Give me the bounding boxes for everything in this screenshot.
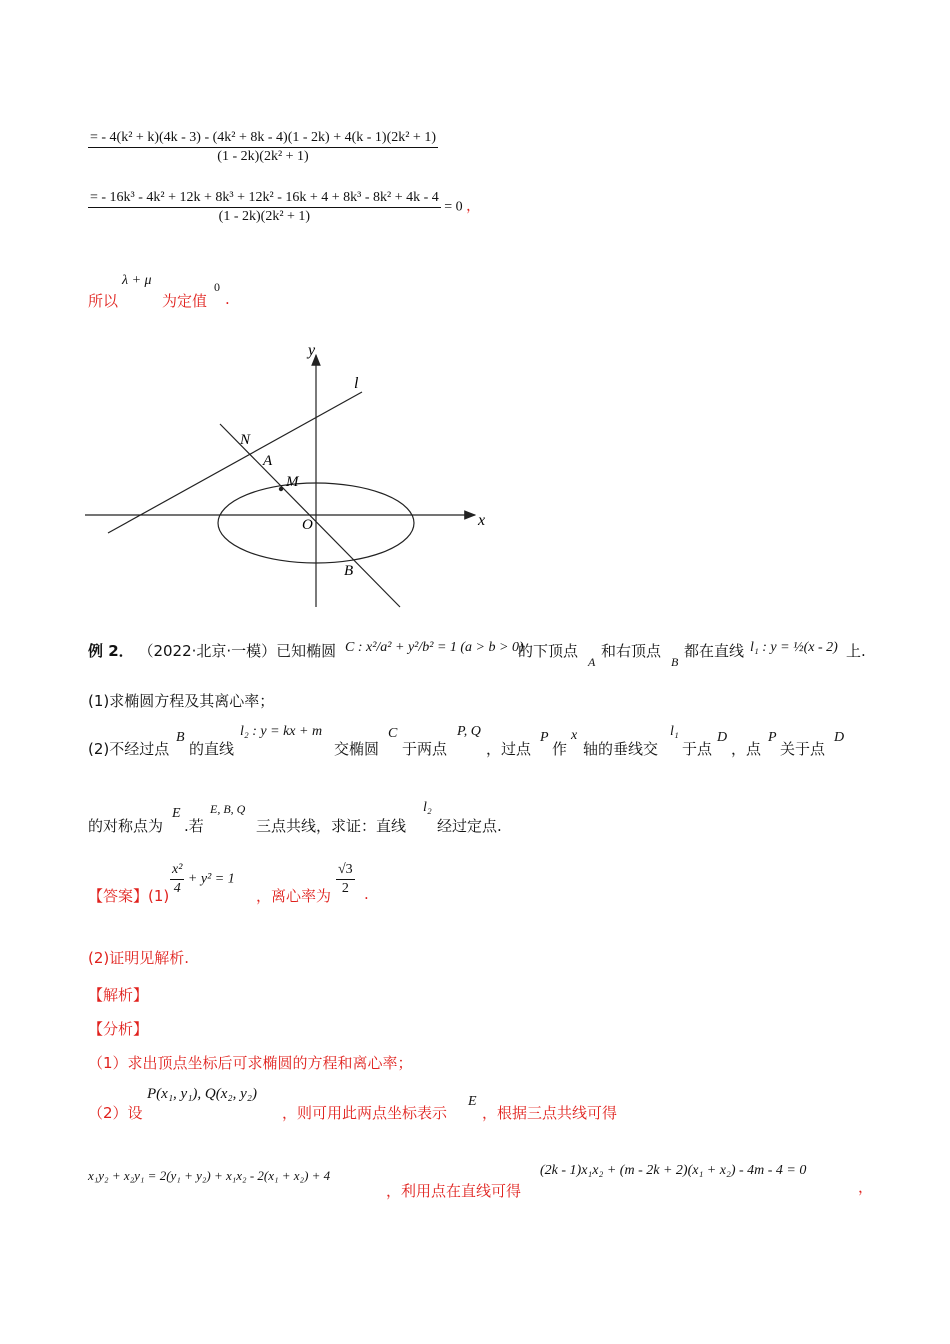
line-l1: l₁ : y = ½(x - 2) xyxy=(750,640,838,655)
q2b-E: E xyxy=(172,806,181,821)
q2-p8: 于点 xyxy=(682,740,713,758)
q2-B: B xyxy=(176,730,185,745)
q2-p1: (2)不经过点 xyxy=(88,740,170,758)
conclusion-middle: 为定值 xyxy=(162,292,208,310)
analysis2-p3: ，根据三点共线可得 xyxy=(482,1104,618,1122)
last-end: ， xyxy=(858,1178,874,1196)
last-eq2: (2k - 1)x₁x₂ + (m - 2k + 2)(x₁ + x₂) - 4m - 4 = 0 xyxy=(540,1163,807,1178)
q2b-EBQ: E, B, Q xyxy=(210,802,246,816)
conclusion-end: . xyxy=(225,290,230,308)
step2-numerator: = - 16k³ - 4k² + 12k + 8k³ + 12k² - 16k + 4 + 8k³ - 8k² + 4k - 4 xyxy=(88,190,441,208)
q2-p9: ，点 xyxy=(731,740,762,758)
analysis2-points: P(x₁, y₁), Q(x₂, y₂) xyxy=(147,1086,257,1102)
answer-end: . xyxy=(364,885,369,903)
q2-l1: l₁ xyxy=(670,724,679,739)
step2-comma: ， xyxy=(466,199,481,215)
last-mid: ，利用点在直线可得 xyxy=(386,1182,522,1200)
step1-numerator: = - 4(k² + k)(4k - 3) - (4k² + 8k - 4)(1 - 2k) + 4(k - 1)(2k² + 1) xyxy=(88,130,438,148)
step2-denominator: (1 - 2k)(2k² + 1) xyxy=(218,209,311,224)
q2-P2: P xyxy=(768,730,777,745)
analysis2-p2: ，则可用此两点坐标表示 xyxy=(282,1104,448,1122)
example-mid1: 的下顶点 xyxy=(518,642,579,660)
answer-eq-num: x² xyxy=(170,862,184,880)
point-M xyxy=(279,487,283,491)
example-label: 例 2． xyxy=(88,642,134,660)
answer-2: (2)证明见解析. xyxy=(88,949,190,967)
example-point-A: A xyxy=(588,655,596,669)
answer-mid: ，离心率为 xyxy=(256,887,332,905)
answer-n1: (1) xyxy=(148,887,170,905)
q2-P: P xyxy=(540,730,549,745)
q2-p5: ，过点 xyxy=(486,740,532,758)
conclusion-line xyxy=(88,290,118,311)
label-A: A xyxy=(263,453,273,469)
analysis2-p1: （2）设 xyxy=(88,1104,143,1122)
answer-eccentricity xyxy=(336,862,355,897)
ellipse-equation: C : x²/a² + y²/b² = 1 (a > b > 0) xyxy=(345,640,524,655)
example-mid2: 和右顶点 xyxy=(601,642,662,660)
q2-p2: 的直线 xyxy=(189,740,235,758)
derivation-step2 xyxy=(88,190,480,225)
line-l xyxy=(108,392,362,533)
q2-p3: 交椭圆 xyxy=(334,740,380,758)
answer-line xyxy=(88,885,169,906)
answer-e-num: √3 xyxy=(336,862,355,880)
label-O: O xyxy=(302,517,313,533)
q2-x: x xyxy=(571,728,578,743)
derivation-step1 xyxy=(88,130,438,165)
answer-eq-rest: + y² = 1 xyxy=(187,871,235,887)
label-N: N xyxy=(240,432,251,448)
label-x: x xyxy=(478,512,486,529)
label-B: B xyxy=(344,563,354,579)
conclusion-value: 0 xyxy=(214,280,220,294)
label-M: M xyxy=(286,474,299,490)
q2-p4: 于两点 xyxy=(402,740,448,758)
q2-PQ: P, Q xyxy=(457,724,481,739)
q2b-l2: l₂ xyxy=(423,800,432,815)
question-1: (1)求椭圆方程及其离心率； xyxy=(88,692,275,710)
q2-D: D xyxy=(717,730,728,745)
label-l: l xyxy=(354,375,359,392)
example-mid3: 都在直线 xyxy=(684,642,745,660)
jiexi-heading: 【解析】 xyxy=(88,986,149,1004)
answer-e-den: 2 xyxy=(341,881,349,896)
example-source: （2022·北京·一模）已知椭圆 xyxy=(138,642,337,660)
example-end: 上. xyxy=(846,642,866,660)
last-eq1: x₁y₂ + x₂y₁ = 2(y₁ + y₂) + x₁x₂ - 2(x₁ + x₂) + 4 xyxy=(88,1168,331,1183)
analysis2-E: E xyxy=(468,1094,477,1109)
q2-C: C xyxy=(388,726,398,741)
q2b-p4: 经过定点. xyxy=(437,817,502,835)
answer-tag: 【答案】 xyxy=(88,887,149,905)
conclusion-expr: λ + μ xyxy=(122,273,152,288)
q2-p7: 轴的垂线交 xyxy=(583,740,659,758)
step1-denominator: (1 - 2k)(2k² + 1) xyxy=(217,149,309,164)
q2b-p1: 的对称点为 xyxy=(88,817,164,835)
fenxi-heading: 【分析】 xyxy=(88,1020,149,1038)
q2-l2: l₂ : y = kx + m xyxy=(240,724,323,739)
conclusion-prefix: 所以 xyxy=(88,292,119,310)
example-line xyxy=(88,640,336,661)
step2-rhs: = 0 xyxy=(444,199,463,215)
analysis-1: （1）求出顶点坐标后可求椭圆的方程和离心率； xyxy=(88,1054,413,1072)
q2-D2: D xyxy=(834,730,845,745)
example-point-B: B xyxy=(671,655,679,669)
answer-equation xyxy=(170,862,235,897)
q2b-p3: 三点共线，求证：直线 xyxy=(256,817,407,835)
ellipse-figure xyxy=(80,335,500,615)
q2-p10: 关于点 xyxy=(780,740,826,758)
answer-eq-den: 4 xyxy=(173,881,181,896)
q2b-p2: .若 xyxy=(184,817,204,835)
label-y: y xyxy=(308,342,316,359)
q2-p6: 作 xyxy=(552,740,568,758)
